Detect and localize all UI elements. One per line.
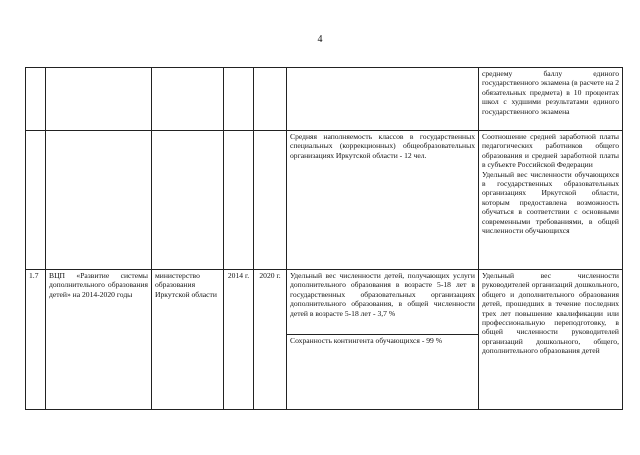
cell-executor: министерство образования Иркутской области	[152, 269, 224, 409]
cell-end	[254, 130, 287, 269]
cell-target: Соотношение средней заработной платы педагогических работников общего образования и средней заработной платы в субъекте Российской Федерации Удельный вес численности обучающихся в государственных образовательных организациях Иркутской области, которым предоставлена возможность обучаться в соответствии с основными современными требованиями, в общей численности обучающихся	[479, 130, 623, 269]
table-row	[26, 68, 623, 131]
cell-name: ВЦП «Развитие системы дополнительного образования детей» на 2014-2020 годы	[46, 269, 152, 409]
page-number: 4	[317, 34, 323, 45]
table-row	[26, 269, 623, 334]
cell-executor	[152, 68, 224, 131]
cell-indicator: Сохранность контингента обучающихся - 99 %	[287, 334, 479, 409]
cell-indicator	[287, 68, 479, 131]
cell-num: 1.7	[26, 269, 46, 409]
cell-executor	[152, 130, 224, 269]
cell-name	[46, 130, 152, 269]
cell-start	[224, 130, 254, 269]
cell-end: 2020 г.	[254, 269, 287, 409]
cell-start	[224, 68, 254, 131]
cell-num	[26, 68, 46, 131]
cell-num	[26, 130, 46, 269]
cell-name	[46, 68, 152, 131]
program-table	[25, 67, 623, 410]
cell-start: 2014 г.	[224, 269, 254, 409]
cell-indicator: Средняя наполняемость классов в государственных специальных (коррекционных) общеобразовательных организациях Иркутской области - 12 чел.	[287, 130, 479, 269]
cell-end	[254, 68, 287, 131]
table-row	[26, 130, 623, 269]
cell-indicator: Удельный вес численности детей, получающих услуги дополнительного образования в возрасте 5-18 лет в государственных образовательных организациях дополнительного образования, в общей численности детей в возрасте 5-18 лет - 3,7 %	[287, 269, 479, 334]
cell-target: Удельный вес численности руководителей организаций дошкольного, общего и дополнительного образования детей, прошедших в течение последних трех лет повышение квалификации или профессиональную переподготовку, в общей численности руководителей организаций дошкольного, общего, дополнительного образования детей	[479, 269, 623, 409]
cell-target: среднему баллу единого государственного экзамена (в расчете на 2 обязательных предмета) в 10 процентах школ с худшими результатами единого государственного экзамена	[479, 68, 623, 131]
